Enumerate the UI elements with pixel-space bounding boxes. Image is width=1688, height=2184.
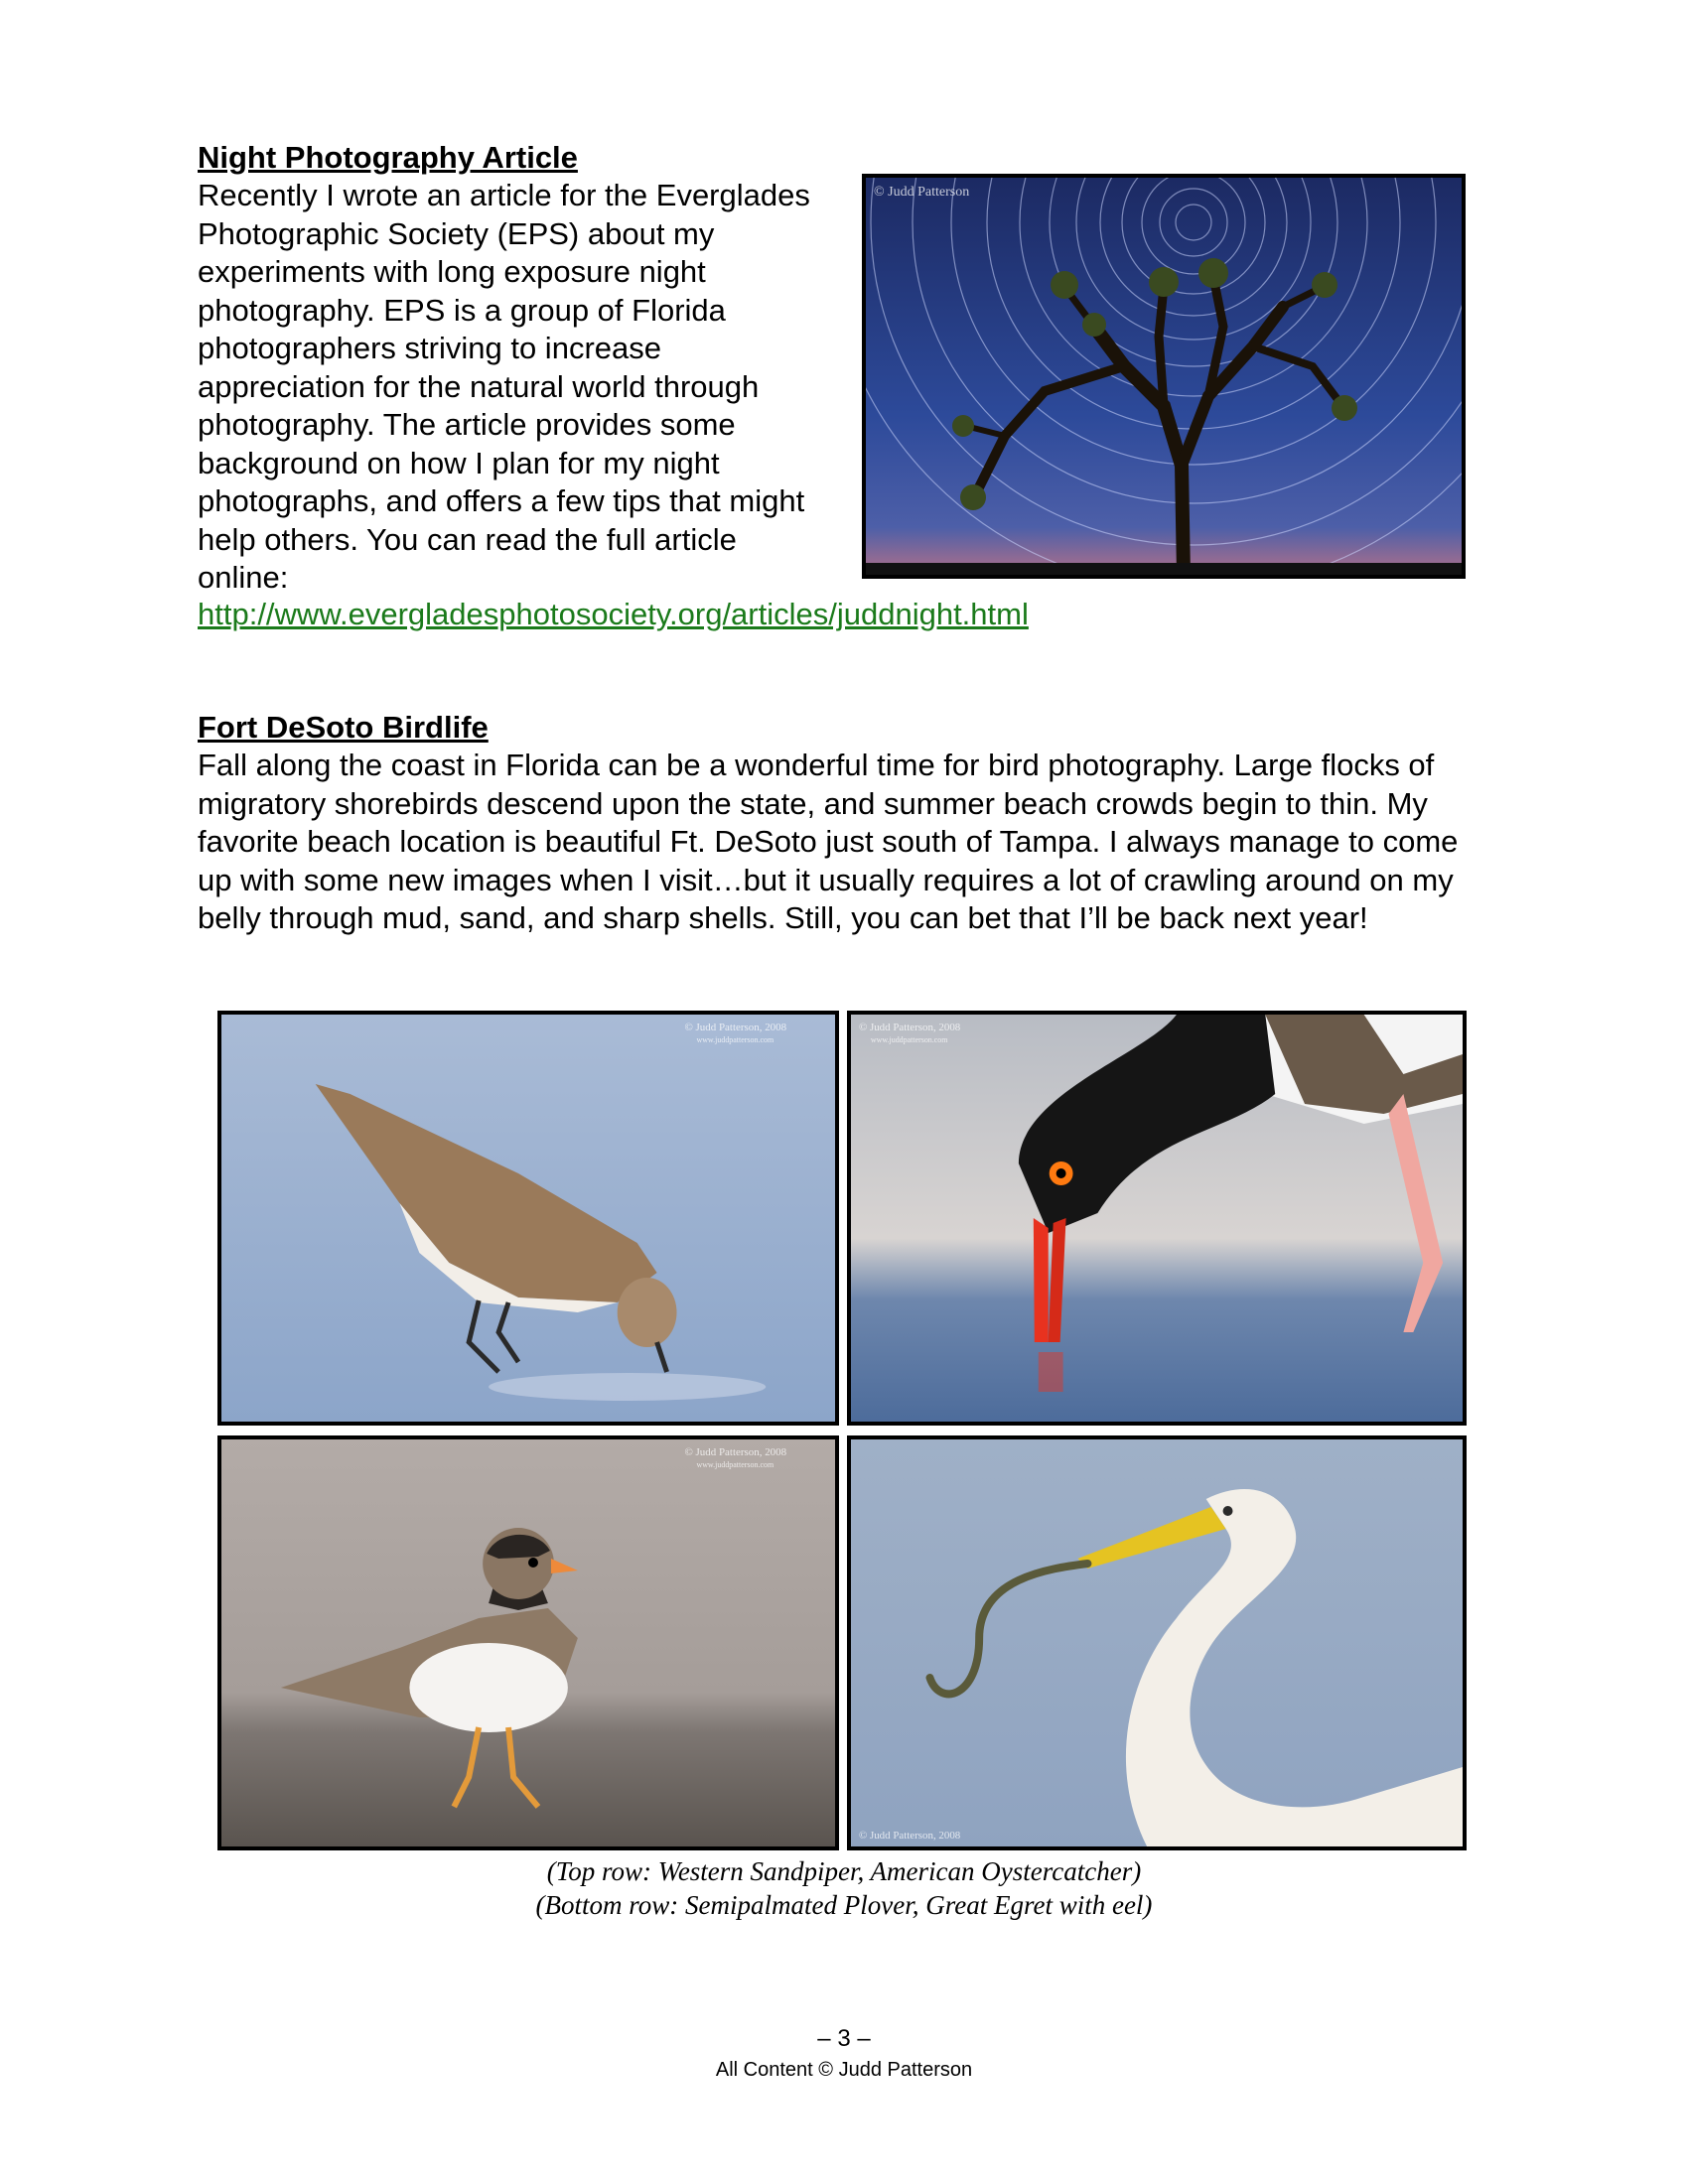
oystercatcher-watermark-line1: © Judd Patterson, 2008	[858, 1021, 961, 1034]
oystercatcher-watermark-line2: www.juddpatterson.com	[870, 1034, 948, 1045]
egret-watermark-line1: © Judd Patterson, 2008	[858, 1829, 961, 1843]
fort-desoto-paragraph: Fall along the coast in Florida can be a wonderful time for bird photography. Large flocks of migratory shorebirds descend upon the state, and summer beach crowds begin to thin. My favorite beach location is beautiful Ft. DeSoto just south of Tampa. I always manage to come up with some new images when I visit…but it usually requires a lot of crawling around on my belly through mud, sand, and sharp shells. Still, you can bet that I’ll be back next year!	[198, 748, 1459, 935]
plover-watermark-line1: © Judd Patterson, 2008	[684, 1445, 787, 1459]
sandpiper-watermark-line2: www.juddpatterson.com	[696, 1034, 774, 1045]
american-oystercatcher-photo	[847, 1011, 1467, 1426]
semipalmated-plover-photo	[217, 1435, 839, 1850]
great-egret-with-eel-photo	[847, 1435, 1467, 1850]
sandpiper-watermark-line1: © Judd Patterson, 2008	[684, 1021, 787, 1034]
joshua-tree-star-trails-photo	[862, 174, 1466, 579]
photo-caption-bottom-row: (Bottom row: Semipalmated Plover, Great Egret with eel)	[535, 1890, 1153, 1920]
night-photo-watermark: © Judd Patterson	[874, 185, 970, 200]
footer-copyright: All Content © Judd Patterson	[715, 2059, 973, 2081]
night-photography-heading: Night Photography Article	[198, 140, 578, 175]
eps-article-link[interactable]: http://www.evergladesphotosociety.org/articles/juddnight.html	[198, 597, 1029, 631]
photo-caption-top-row: (Top row: Western Sandpiper, American Oystercatcher)	[546, 1856, 1142, 1886]
night-photography-paragraph: Recently I wrote an article for the Everglades Photographic Society (EPS) about my experiments with long exposure night photography. EPS is a group of Florida photographers striving to increase appreciation for the natural world through photography. The article provides some background on how I plan for my night photographs, and offers a few tips that might help others. You can read the full article online:	[198, 178, 810, 595]
western-sandpiper-photo	[217, 1011, 839, 1426]
page-number: – 3 –	[817, 2025, 871, 2052]
fort-desoto-heading: Fort DeSoto Birdlife	[198, 710, 489, 745]
plover-watermark-line2: www.juddpatterson.com	[696, 1459, 774, 1470]
